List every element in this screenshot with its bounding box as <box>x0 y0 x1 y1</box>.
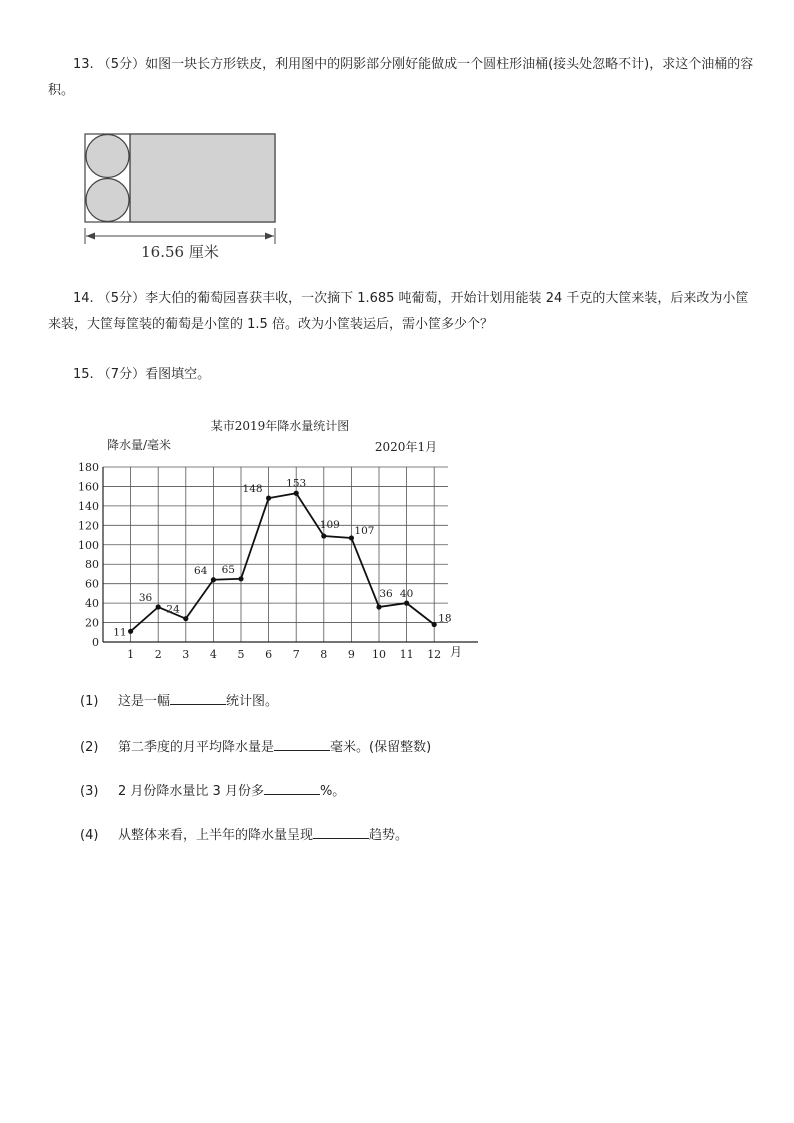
data-point <box>183 616 188 621</box>
x-tick-label: 7 <box>292 648 300 660</box>
question-15: 15. （7分）看图填空。 <box>73 367 211 382</box>
shaded-circle-top <box>86 135 129 178</box>
data-point <box>128 629 133 634</box>
data-label: 36 <box>138 592 153 604</box>
answer-blank-2[interactable] <box>274 738 330 751</box>
data-point <box>294 491 299 496</box>
y-tick-label: 180 <box>78 461 99 474</box>
data-label: 11 <box>113 626 127 639</box>
sub-question-1 <box>80 692 278 712</box>
data-label: 148 <box>242 483 263 496</box>
y-tick-label: 160 <box>78 480 99 494</box>
y-tick-label: 40 <box>85 597 99 611</box>
x-tick-label: 1 <box>127 648 135 660</box>
answer-blank-1[interactable] <box>170 692 226 705</box>
y-tick-label: 80 <box>85 558 99 572</box>
sub-number: (4) <box>80 828 99 843</box>
data-point <box>376 604 381 609</box>
x-tick-label: 9 <box>347 648 355 660</box>
y-axis-label: 降水量/毫米 <box>107 438 172 452</box>
sub-question-2 <box>80 738 431 758</box>
data-label: 65 <box>221 563 235 576</box>
sub-text-after: 趋势。 <box>369 828 409 843</box>
shaded-rectangle <box>130 134 275 222</box>
data-label: 40 <box>399 588 414 601</box>
data-point <box>404 601 409 606</box>
data-label: 153 <box>286 477 307 490</box>
data-label: 24 <box>166 603 180 616</box>
question-14: 14. （5分）李大伯的葡萄园喜获丰收，一次摘下 1.685 吨葡萄，开始计划用能装 24 千克的大筐来装，后来改为小筐来装，大筐每筐装的葡萄是小筐的 1.5 倍。改为小筐装运后，需小筐多少个？ <box>48 291 749 332</box>
x-tick-label: 2 <box>154 648 162 660</box>
data-label: 109 <box>319 519 340 532</box>
answer-blank-4[interactable] <box>313 826 369 839</box>
data-label: 18 <box>438 612 452 625</box>
x-tick-label: 12 <box>427 648 442 660</box>
x-tick-label: 4 <box>209 648 217 660</box>
sub-text-before: 这是一幅 <box>118 694 171 709</box>
data-point <box>432 622 437 627</box>
data-point <box>156 604 161 609</box>
y-tick-label: 20 <box>85 616 99 630</box>
y-tick-label: 140 <box>78 499 99 513</box>
data-point <box>321 533 326 538</box>
data-label: 64 <box>194 564 208 577</box>
x-tick-label: 3 <box>182 648 190 660</box>
sub-number: (1) <box>80 694 99 709</box>
question-13: 13. （5分）如图一块长方形铁皮，利用图中的阴影部分刚好能做成一个圆柱形油桶(接头处忽略不计)，求这个油桶的容积。 <box>48 57 754 98</box>
x-tick-label: 5 <box>237 648 245 660</box>
sub-text-before: 从整体来看，上半年的降水量呈现 <box>118 828 314 843</box>
sub-text-before: 第二季度的月平均降水量是 <box>118 740 275 755</box>
y-tick-label: 100 <box>78 538 99 552</box>
data-point <box>238 576 243 581</box>
sub-question-4 <box>80 826 408 846</box>
shaded-circle-bottom <box>86 179 129 222</box>
y-tick-label: 60 <box>85 577 99 591</box>
y-tick-label: 120 <box>78 519 99 533</box>
data-point <box>349 535 354 540</box>
answer-blank-3[interactable] <box>264 782 320 795</box>
sub-number: (3) <box>80 784 99 799</box>
sub-text-after: %。 <box>319 784 346 799</box>
chart-title: 某市2019年降水量统计图 <box>210 419 350 433</box>
dimension-arrow-right <box>265 233 274 240</box>
x-axis-label: 月 <box>449 645 463 659</box>
data-label: 36 <box>379 588 393 600</box>
data-point <box>211 577 216 582</box>
dimension-label: 16.56 厘米 <box>141 243 219 260</box>
iron-sheet-figure <box>80 128 285 260</box>
sub-question-3 <box>80 782 345 802</box>
sub-text-after: 毫米。(保留整数) <box>330 740 432 755</box>
dimension-arrow-left <box>86 233 95 240</box>
x-tick-label: 11 <box>399 648 414 660</box>
x-tick-label: 10 <box>372 648 386 660</box>
x-tick-label: 8 <box>320 648 328 660</box>
rainfall-line-chart <box>74 410 480 660</box>
sub-text-before: 2 月份降水量比 3 月份多 <box>118 784 264 799</box>
x-tick-label: 6 <box>265 648 273 660</box>
data-label: 107 <box>354 524 375 537</box>
y-tick-label: 0 <box>92 636 99 649</box>
data-point <box>266 496 271 501</box>
sub-text-after: 统计图。 <box>226 694 279 709</box>
sub-number: (2) <box>80 740 99 755</box>
date-note: 2020年1月 <box>374 440 438 454</box>
